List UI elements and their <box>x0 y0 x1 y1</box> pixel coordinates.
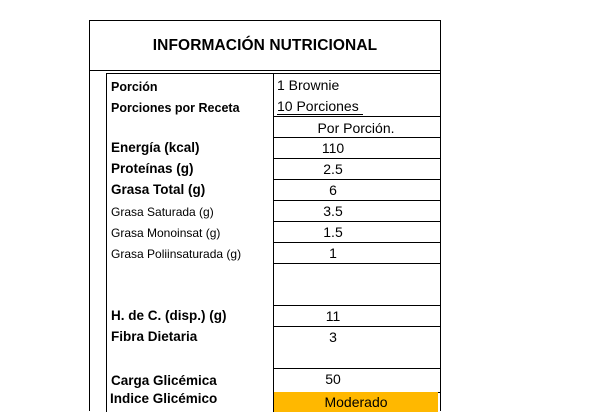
saturated-fat-label: Grasa Saturada (g) <box>111 205 214 219</box>
per-portion-header: Por Porción. <box>317 120 395 136</box>
table-title: INFORMACIÓN NUTRICIONAL <box>152 36 378 54</box>
monounsat-fat-value: 1.5 <box>323 224 343 240</box>
carbs-label: H. de C. (disp.) (g) <box>111 308 227 323</box>
row-divider <box>273 305 441 306</box>
glycemic-index-value: Moderado <box>324 394 388 410</box>
energy-value: 110 <box>321 140 345 156</box>
energy-label: Energía (kcal) <box>111 140 200 155</box>
protein-value: 2.5 <box>323 161 343 177</box>
row-divider <box>273 326 441 327</box>
title-cell <box>90 21 440 71</box>
row-divider <box>273 263 441 264</box>
glycemic-load-label: Carga Glicémica <box>111 373 217 388</box>
row-divider <box>273 242 441 243</box>
glycemic-load-value: 50 <box>325 371 341 387</box>
row-divider <box>273 158 441 159</box>
row-divider <box>273 179 441 180</box>
fiber-value: 3 <box>329 329 337 345</box>
carbs-value: 11 <box>325 308 341 324</box>
fiber-label: Fibra Dietaria <box>111 329 198 344</box>
row-divider <box>273 200 441 201</box>
protein-label: Proteínas (g) <box>111 161 194 176</box>
servings-value: 10 Porciones <box>277 98 363 115</box>
glycemic-index-label: Indice Glicémico <box>110 391 218 406</box>
total-fat-label: Grasa Total (g) <box>111 182 206 197</box>
portion-value: 1 Brownie <box>277 77 340 93</box>
row-divider <box>273 116 441 117</box>
row-divider <box>273 137 441 138</box>
portion-label: Porción <box>111 80 158 94</box>
saturated-fat-value: 3.5 <box>323 203 343 219</box>
servings-label: Porciones por Receta <box>111 101 240 115</box>
row-divider <box>273 221 441 222</box>
polyunsat-fat-value: 1 <box>329 245 337 261</box>
polyunsat-fat-label: Grasa Poliinsaturada (g) <box>111 247 242 261</box>
nutrition-table <box>89 20 441 411</box>
glycemic-index-cell <box>274 392 438 412</box>
table-body <box>106 73 441 412</box>
monounsat-fat-label: Grasa Monoinsat (g) <box>111 226 221 240</box>
total-fat-value: 6 <box>329 182 337 198</box>
row-divider <box>273 368 441 369</box>
